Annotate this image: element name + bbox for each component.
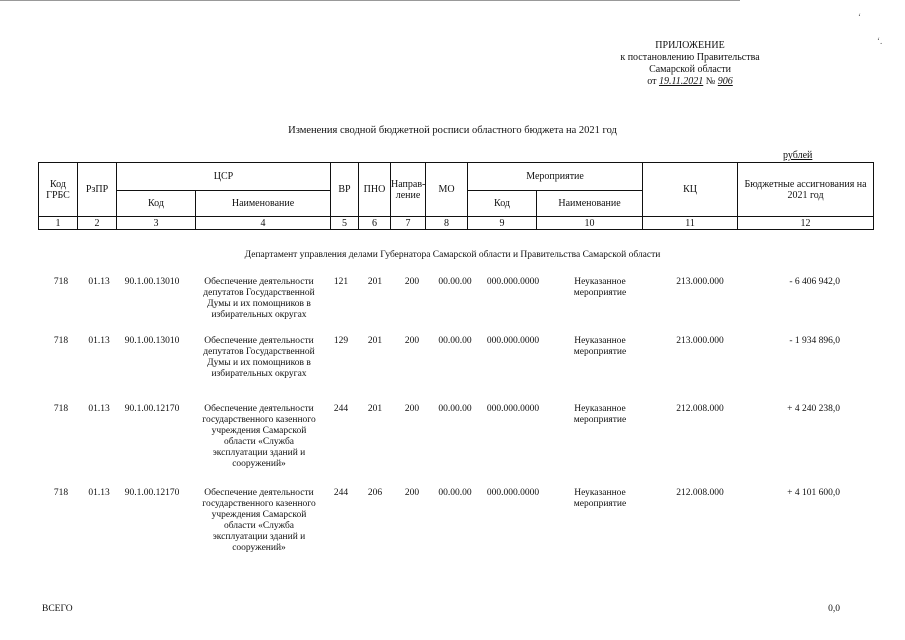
department-heading: Департамент управления делами Губернатора Самарской области и Правительства Самарской области (244, 250, 661, 260)
annex-date-line (600, 76, 780, 88)
cell-measure-name: Неуказанное мероприятие (573, 404, 627, 425)
cell-vr: 121 (333, 277, 349, 287)
annex-line: к постановлению Правительства (620, 52, 760, 63)
cell-direction: 200 (404, 277, 420, 287)
header-rzpr: РзПР (78, 163, 117, 217)
cell-grbs: 718 (53, 277, 69, 287)
cell-amount: + 4 101 600,0 (787, 488, 840, 498)
column-number: 10 (537, 217, 643, 230)
column-number: 6 (359, 217, 391, 230)
cell-csr-code: 90.1.00.13010 (124, 336, 180, 346)
cell-kc: 212.008.000 (676, 404, 724, 414)
annex-line: Самарской области (649, 64, 731, 75)
table-header (38, 162, 874, 230)
cell-direction: 200 (404, 404, 420, 414)
scan-mark: ʻ. (877, 36, 883, 46)
cell-vr: 244 (333, 404, 349, 414)
cell-csr-name: Обеспечение деятельности депутатов Государственной Думы и их помощников в избирательных округах (203, 277, 315, 320)
cell-amount: + 4 240 238,0 (787, 404, 840, 414)
column-number: 4 (196, 217, 331, 230)
cell-vr: 129 (333, 336, 349, 346)
cell-pno: 201 (367, 404, 383, 414)
scan-mark: ʻ (858, 12, 861, 22)
annex-title: ПРИЛОЖЕНИЕ (655, 40, 725, 51)
cell-pno: 201 (367, 277, 383, 287)
column-number: 11 (643, 217, 738, 230)
cell-mo: 00.00.00 (438, 277, 472, 287)
cell-csr-name: Обеспечение деятельности депутатов Государственной Думы и их помощников в избирательных округах (203, 336, 315, 379)
header-measure-name: Наименование (537, 191, 643, 217)
cell-measure-name: Неуказанное мероприятие (573, 277, 627, 298)
cell-measure-code: 000.000.0000 (486, 336, 540, 346)
handwritten-number: 906 (717, 76, 733, 87)
cell-rzpr: 01.13 (88, 336, 110, 346)
column-number: 8 (426, 217, 468, 230)
cell-grbs: 718 (53, 404, 69, 414)
date-prefix: от (647, 76, 657, 87)
document-title: Изменения сводной бюджетной росписи областного бюджета на 2021 год (288, 125, 617, 136)
cell-pno: 206 (367, 488, 383, 498)
cell-mo: 00.00.00 (438, 404, 472, 414)
cell-kc: 212.008.000 (676, 488, 724, 498)
annex-block (600, 40, 780, 88)
header-kc: КЦ (643, 163, 738, 217)
column-number: 1 (39, 217, 78, 230)
column-number: 12 (738, 217, 874, 230)
cell-amount: - 1 934 896,0 (789, 336, 840, 346)
header-measure-code: Код (468, 191, 537, 217)
header-budget: Бюджетные ассигнования на 2021 год (738, 163, 874, 217)
cell-measure-name: Неуказанное мероприятие (573, 488, 627, 509)
cell-csr-code: 90.1.00.13010 (124, 277, 180, 287)
cell-rzpr: 01.13 (88, 277, 110, 287)
header-vr: ВР (331, 163, 359, 217)
units-label: рублей (783, 150, 813, 161)
cell-amount: - 6 406 942,0 (789, 277, 840, 287)
header-measure: Мероприятие (468, 163, 643, 191)
cell-direction: 200 (404, 336, 420, 346)
cell-csr-code: 90.1.00.12170 (124, 404, 180, 414)
cell-csr-name: Обеспечение деятельности государственного казенного учреждения Самарской области «Служба эксплуатации зданий и сооружений» (202, 404, 316, 469)
header-mo: МО (426, 163, 468, 217)
cell-rzpr: 01.13 (88, 404, 110, 414)
header-grbs: Код ГРБС (39, 163, 78, 217)
column-number: 3 (117, 217, 196, 230)
top-border-line (0, 0, 740, 1)
cell-mo: 00.00.00 (438, 488, 472, 498)
cell-csr-name: Обеспечение деятельности государственного казенного учреждения Самарской области «Служба эксплуатации зданий и сооружений» (202, 488, 316, 553)
cell-measure-code: 000.000.0000 (486, 277, 540, 287)
header-csr: ЦСР (117, 163, 331, 191)
cell-grbs: 718 (53, 336, 69, 346)
column-number: 9 (468, 217, 537, 230)
header-direction: Направ-ление (391, 163, 426, 217)
cell-kc: 213.000.000 (676, 336, 724, 346)
header-csr-code: Код (117, 191, 196, 217)
cell-measure-name: Неуказанное мероприятие (573, 336, 627, 357)
cell-vr: 244 (333, 488, 349, 498)
cell-measure-code: 000.000.0000 (486, 488, 540, 498)
cell-grbs: 718 (53, 488, 69, 498)
cell-csr-code: 90.1.00.12170 (124, 488, 180, 498)
column-number: 5 (331, 217, 359, 230)
header-csr-name: Наименование (196, 191, 331, 217)
cell-rzpr: 01.13 (88, 488, 110, 498)
cell-measure-code: 000.000.0000 (486, 404, 540, 414)
cell-kc: 213.000.000 (676, 277, 724, 287)
cell-pno: 201 (367, 336, 383, 346)
total-value: 0,0 (828, 604, 840, 614)
header-pno: ПНО (359, 163, 391, 217)
cell-mo: 00.00.00 (438, 336, 472, 346)
cell-direction: 200 (404, 488, 420, 498)
handwritten-date: 19.11.2021 (658, 76, 704, 87)
total-label: ВСЕГО (42, 604, 73, 614)
column-number: 2 (78, 217, 117, 230)
column-number: 7 (391, 217, 426, 230)
number-prefix: № (705, 76, 716, 87)
